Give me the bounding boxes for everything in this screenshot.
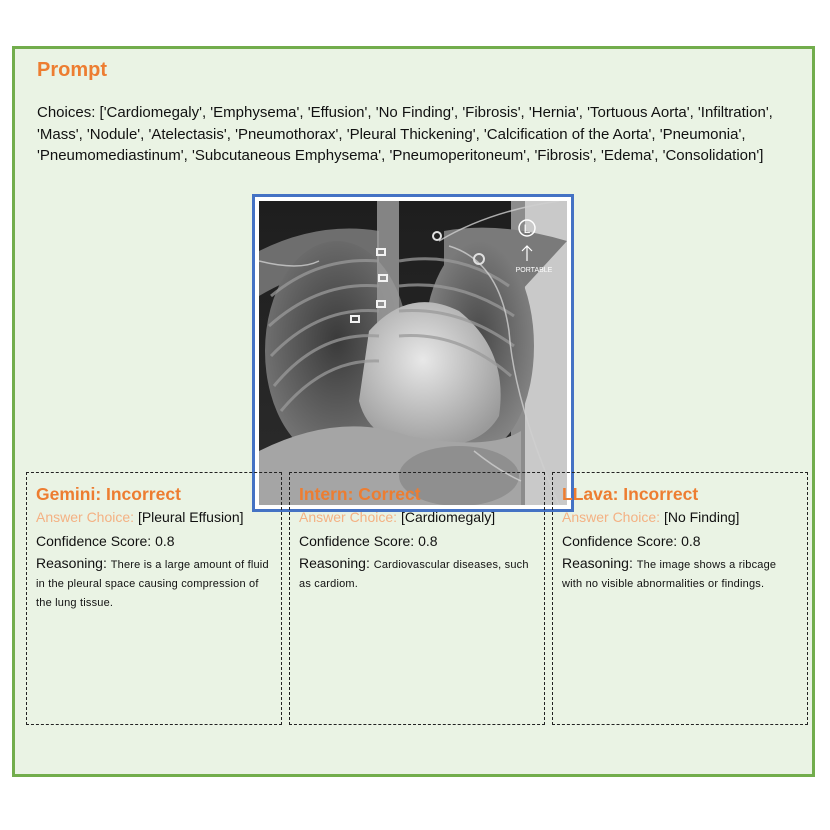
answer-choice-value: [No Finding] — [663, 509, 740, 525]
answer-choice-label: Answer Choice: — [299, 509, 398, 525]
answer-choice-label: Answer Choice: — [562, 509, 661, 525]
reasoning-label: Reasoning: — [299, 555, 370, 571]
xray-portable-label: PORTABLE — [515, 267, 553, 274]
intern-panel — [289, 472, 545, 725]
llava-panel — [552, 472, 808, 725]
answer-choice-value: [Cardiomegaly] — [400, 509, 496, 525]
answer-choice-value: [Pleural Effusion] — [137, 509, 244, 525]
chest-xray-image — [259, 201, 567, 505]
answer-choice — [36, 507, 272, 528]
reasoning-text: Cardiovascular diseases, such as cardiom. — [299, 559, 529, 590]
xray-side-marker: L — [523, 222, 531, 236]
xray-image-frame — [252, 194, 574, 512]
confidence-score: Confidence Score: 0.8 — [562, 533, 701, 549]
prompt-title: Prompt — [37, 59, 107, 81]
answer-choice-label: Answer Choice: — [36, 509, 135, 525]
reasoning-text: There is a large amount of fluid in the pleural space causing compression of the lung tissue. — [36, 559, 269, 609]
reasoning-label: Reasoning: — [36, 555, 107, 571]
panel-title: Gemini: Incorrect — [36, 484, 181, 504]
panel-title: Intern: Correct — [299, 484, 421, 504]
reasoning-text: The image shows a ribcage with no visible abnormalities or findings. — [562, 559, 777, 590]
answer-choice — [562, 507, 798, 528]
reasoning-label: Reasoning: — [562, 555, 633, 571]
panel-title: LLava: Incorrect — [562, 484, 699, 504]
reasoning — [36, 555, 272, 612]
confidence-score: Confidence Score: 0.8 — [36, 533, 175, 549]
confidence-score: Confidence Score: 0.8 — [299, 533, 438, 549]
answer-choice — [299, 507, 535, 528]
reasoning — [562, 555, 798, 593]
choices-text: Choices: ['Cardiomegaly', 'Emphysema', 'Effusion', 'No Finding', 'Fibrosis', 'Hernia', 'Tortuous Aorta', 'Infiltration', 'Mass', 'Nodule', 'Atelectasis', 'Pneumothorax', 'Pleural Thickening', 'Calcification of the Aorta', 'Pneumonia', 'Pneumomediastinum', 'Subcutaneous Emphysema', 'Pneumoperitoneum', 'Fibrosis', 'Edema', 'Consolidation'] — [37, 104, 773, 164]
reasoning — [299, 555, 535, 593]
gemini-panel — [26, 472, 282, 725]
